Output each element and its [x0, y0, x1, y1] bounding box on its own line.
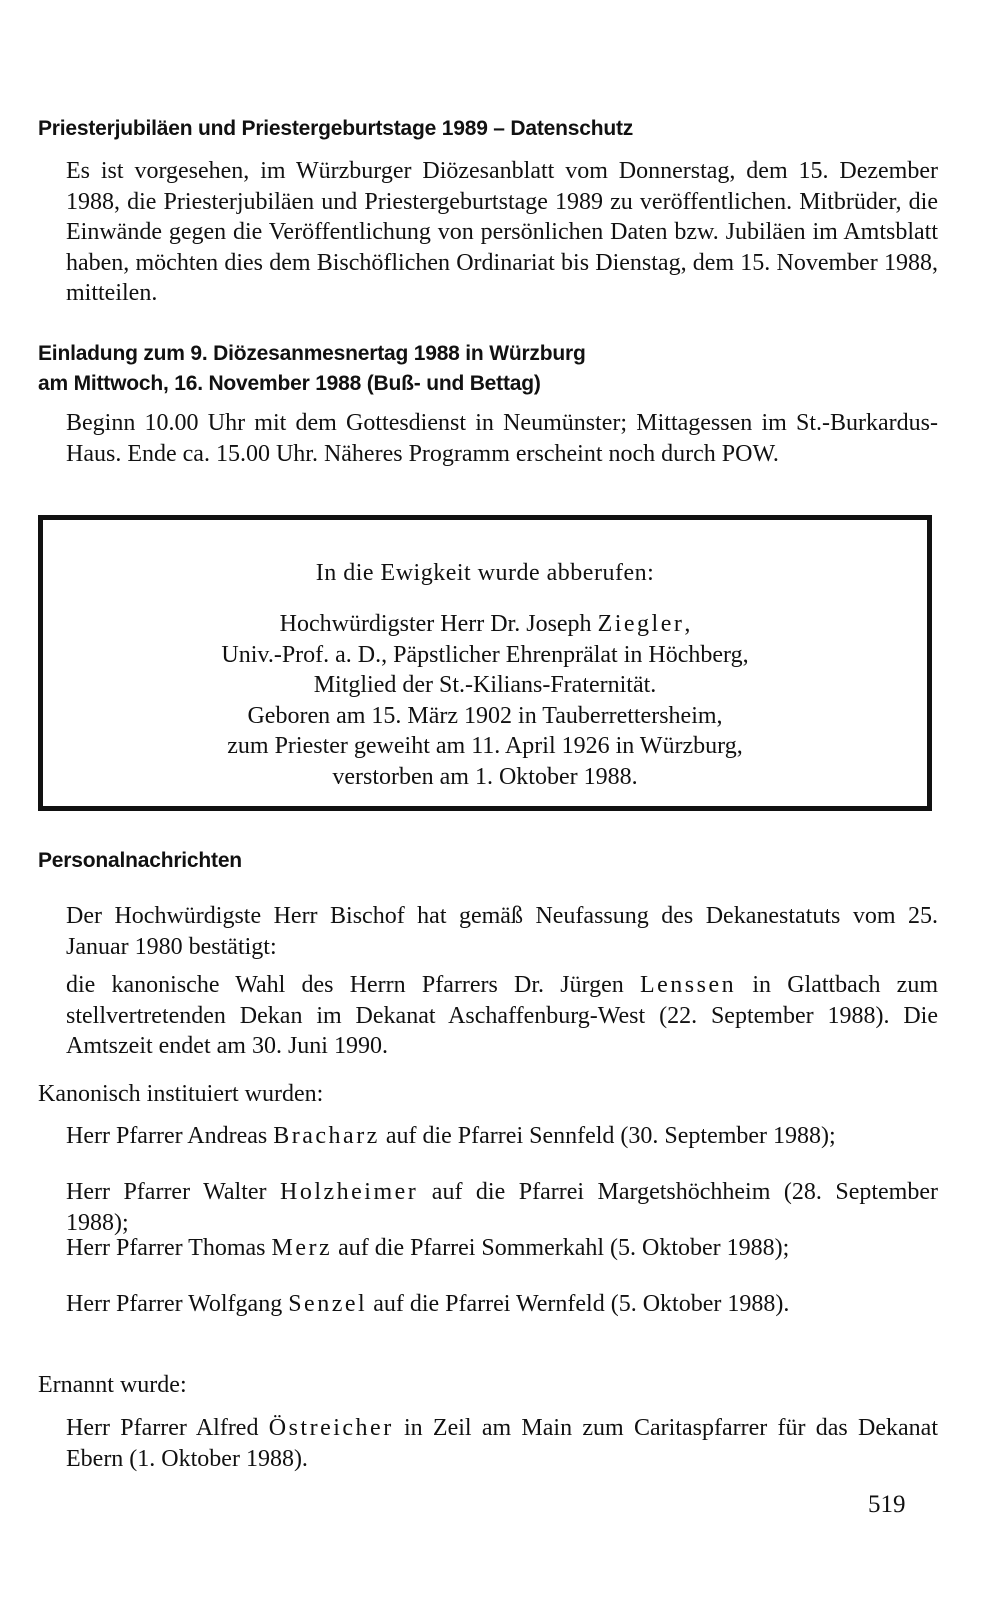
obituary-title-text: Hochwürdigster Herr Dr. Joseph — [279, 611, 598, 637]
obituary-line-position: Univ.-Prof. a. D., Päpstlicher Ehrenprälat in Höchberg, — [221, 641, 749, 668]
obituary-title: In die Ewigkeit wurde abberufen: — [315, 560, 655, 586]
instituiert-1-name: Bracharz — [273, 1123, 380, 1149]
instituiert-2-name: Holzheimer — [280, 1179, 419, 1205]
ernannt-name: Östreicher — [268, 1415, 394, 1441]
instituiert-2-pre: Herr Pfarrer Walter — [66, 1179, 280, 1205]
obituary-comma: , — [684, 611, 691, 637]
instituiert-1-post: auf die Pfarrei Sennfeld (30. September 1988); — [379, 1123, 836, 1149]
instituiert-3-post: auf die Pfarrei Sommerkahl (5. Oktober 1988); — [332, 1235, 790, 1261]
obituary-line-ordained: zum Priester geweiht am 11. April 1926 in Würzburg, — [227, 733, 743, 759]
paragraph-bestaetigung: Der Hochwürdigste Herr Bischof hat gemäß Neufassung des Dekanestatuts vom 25. Januar 1980 bestätigt: — [66, 903, 938, 960]
heading-priesterjubilaeen: Priesterjubiläen und Priestergeburtstage 1989 – Datenschutz — [38, 117, 634, 140]
page-number: 519 — [868, 1491, 906, 1518]
obituary-line-name — [43, 609, 927, 640]
heading-personalnachrichten: Personalnachrichten — [38, 849, 242, 872]
obituary-line-membership: Mitglied der St.-Kilians-Fraternität. — [313, 672, 657, 698]
label-ernannt: Ernannt wurde: — [38, 1372, 187, 1398]
instituiert-2-post: auf die Pfarrei Margetshöchheim (28. September 1988); — [66, 1179, 938, 1236]
paragraph-priesterjubilaeen: Es ist vorgesehen, im Würzburger Diözesanblatt vom Donnerstag, dem 15. Dezember 1988, die Priesterjubiläen und Priestergeburtstage 1989 zu veröffentlichen. Mitbrüder, die Einwände gegen die Veröffentlichung von persönlichen Daten bzw. Jubiläen im Amtsblatt haben, möchten dies dem Bischöflichen Ordinariat bis Dienstag, dem 15. November 1988, mitteilen. — [66, 158, 938, 306]
label-instituiert: Kanonisch instituiert wurden: — [38, 1081, 324, 1107]
instituiert-1-pre: Herr Pfarrer Andreas — [66, 1123, 274, 1149]
list-item-instituiert-3 — [66, 1233, 938, 1264]
wahl-name: Lenssen — [639, 972, 737, 998]
instituiert-4-pre: Herr Pfarrer Wolfgang — [66, 1291, 289, 1317]
list-item-instituiert-2 — [66, 1177, 938, 1238]
list-item-instituiert-4 — [66, 1289, 938, 1320]
instituiert-3-pre: Herr Pfarrer Thomas — [66, 1235, 272, 1261]
obituary-line-born: Geboren am 15. März 1902 in Tauberrettersheim, — [247, 702, 723, 729]
instituiert-3-name: Merz — [271, 1235, 333, 1261]
instituiert-4-name: Senzel — [288, 1291, 368, 1317]
heading-mesnertag — [38, 339, 586, 399]
obituary-body — [43, 609, 927, 792]
paragraph-wahl — [66, 970, 938, 1062]
obituary-line-died: verstorben am 1. Oktober 1988. — [332, 763, 638, 790]
obituary-box — [38, 515, 932, 811]
instituiert-4-post: auf die Pfarrei Wernfeld (5. Oktober 1988). — [367, 1291, 790, 1317]
paragraph-ernannt — [66, 1413, 938, 1474]
paragraph-mesnertag: Beginn 10.00 Uhr mit dem Gottesdienst in Neumünster; Mittagessen im St.-Burkardus-Haus. Ende ca. 15.00 Uhr. Näheres Programm erscheint noch durch POW. — [66, 410, 938, 467]
list-item-instituiert-1 — [66, 1121, 938, 1152]
wahl-text-pre: die kanonische Wahl des Herrn Pfarrers Dr. Jürgen — [66, 972, 640, 998]
ernannt-post: in Zeil am Main zum Caritaspfarrer für das Dekanat Ebern (1. Oktober 1988). — [66, 1415, 938, 1472]
heading-mesnertag-line2: am Mittwoch, 16. November 1988 (Buß- und Bettag) — [38, 372, 541, 395]
obituary-surname: Ziegler — [597, 611, 685, 637]
wahl-text-post: in Glattbach zum stellvertretenden Dekan im Dekanat Aschaffenburg-West (22. September 1988). Die Amtszeit endet am 30. Juni 1990. — [66, 972, 939, 1059]
heading-mesnertag-line1: Einladung zum 9. Diözesanmesnertag 1988 in Würzburg — [38, 342, 586, 365]
ernannt-pre: Herr Pfarrer Alfred — [66, 1415, 269, 1441]
